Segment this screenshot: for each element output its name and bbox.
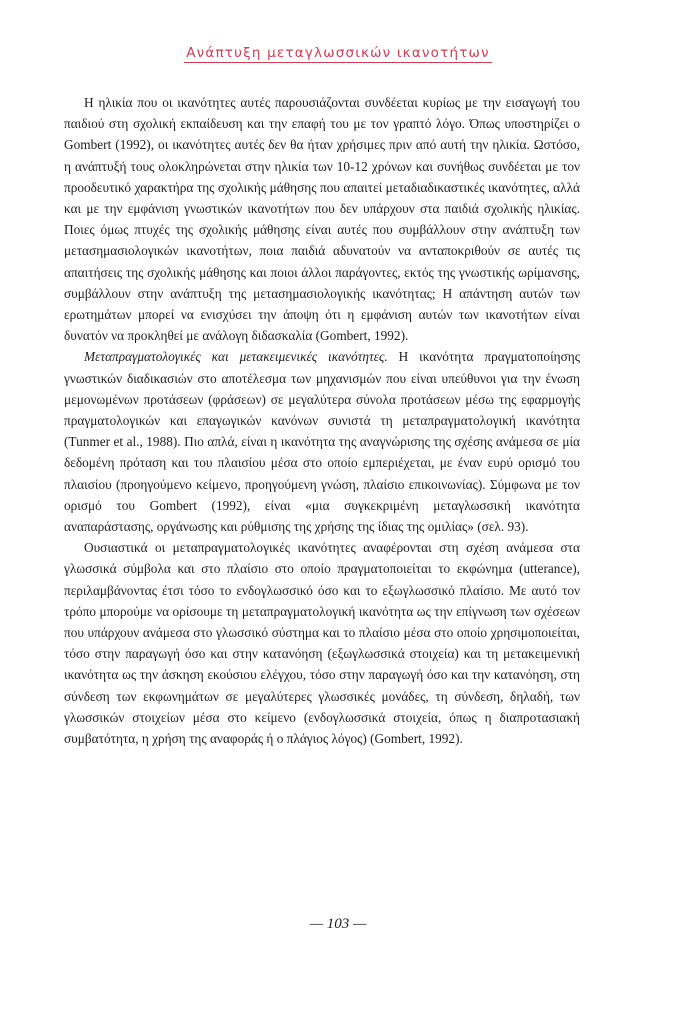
body-text <box>64 92 580 749</box>
running-title: Ανάπτυξη μεταγλωσσικών ικανοτήτων <box>186 45 490 61</box>
paragraph-3 <box>64 537 580 749</box>
paragraph-2-text: Η ικανότητα πραγματοποίησης γνωστικών διαδικασιών στο αποτέλεσμα των μηχανισμών που είναι υπεύθυνοι για την ένωση μεμονωμένων προτάσεων (φράσεων) σε μεγαλύτερα σύνολα προτάσεων μέσω της εφαρμογής πραγματολογικών και επαγωγικών κανόνων συνιστά τη μεταπραγματολογική ικανότητα (Tunmer et al., 1988). Πιο απλά, είναι η ικανότητα της αναγνώρισης της σχέσης ανάμεσα σε μία δεδομένη πρόταση και του πλαισίου μέσα στο οποίο εμπεριέχεται, με έναν ευρύ ορισμό του πλαισίου (προηγούμενο κείμενο, προηγούμενη γνώση, πλαίσιο επικοινωνίας). Σύμφωνα με τον ορισμό του Gombert (1992), είναι «μια συγκεκριμένη μεταγλωσσική ικανότητα αναπαράστασης, οργάνωσης και ρύθμισης της χρήσης της ίδιας της ομιλίας» (σελ. 93). <box>64 349 580 535</box>
paragraph-2 <box>64 346 580 537</box>
paragraph-2-lead: Μεταπραγματολογικές και μετακειμενικές ικανότητες. <box>84 349 388 365</box>
paragraph-1-text: Η ηλικία που οι ικανότητες αυτές παρουσιάζονται συνδέεται κυρίως με την εισαγωγή του παιδιού στη σχολική εκπαίδευση και την επαφή του με τον γραπτό λόγο. Όπως υποστηρίζει ο Gombert (1992), οι ικανότητες αυτές δεν θα ήταν χρήσιμες πριν από αυτή την ηλικία. Ωστόσο, η ανάπτυξή τους ολοκληρώνεται στην ηλικία των 10-12 χρόνων και συνήθως συνδέεται με τον προοδευτικό χαρακτήρα της σχολικής μάθησης που απαιτεί μεταδιαδικαστικές ικανότητες, αλλά και με την εμφάνιση γνωστικών ικανοτήτων που δεν υπάρχουν στα παιδιά σχολικής ηλικίας. Ποιες όμως πτυχές της σχολικής μάθησης είναι αυτές που συμβάλλουν στην ανάπτυξη των μετασημασιολογικών ικανοτήτων, ποια παιδιά αδυνατούν να ανταποκριθούν σε αυτές τις απαιτήσεις της σχολικής μάθησης και ποιοι άλλοι παράγοντες, εκτός της γνωστικής ωρίμανσης, συμβάλλουν στην ανάπτυξη της μετασημασιολογικής ικανότητας; Η απάντηση αυτών των ερωτημάτων μπορεί να ενισχύσει την άποψη ότι η εμφάνιση αυτών των ικανοτήτων είναι δυνατόν να προκληθεί με ανάλογη διδασκαλία (Gombert, 1992). <box>64 95 580 344</box>
paragraph-3-text: Ουσιαστικά οι μεταπραγματολογικές ικανότητες αναφέρονται στη σχέση ανάμεσα στα γλωσσικά σύμβολα και στο πλαίσιο στο οποίο πραγματοποιείται το εκφώνημα (utterance), περιλαμβάνοντας έτσι τόσο το ενδογλωσσικό όσο και το εξωγλωσσικό πλαίσιο. Με αυτό τον τρόπο μπορούμε να ορίσουμε τη μεταπραγματολογική ικανότητα ως την επίγνωση των σχέσεων που υπάρχουν ανάμεσα στο γλωσσικό σύστημα και το πλαίσιο μέσα στο οποίο χρησιμοποιείται, τόσο στην παραγωγή όσο και στην κατανόηση (εξωγλωσσικά στοιχεία) και τη μετακειμενική ικανότητα ως την άσκηση εκούσιου ελέγχου, τόσο στην παραγωγή όσο και την κατανόηση, στη σύνδεση των εκφωνημάτων σε μεγαλύτερες γλωσσικές μονάδες, τη σύνδεση, δηλαδή, των γλωσσικών στοιχείων μέσα στο κείμενο (ενδογλωσσικά στοιχεία, όπως η διαπροτασιακή συμβατότητα, η χρήση της αναφοράς ή ο πλάγιος λόγος) (Gombert, 1992). <box>64 540 580 747</box>
running-header <box>0 45 676 63</box>
page-number: — 103 — <box>309 916 367 932</box>
paragraph-1 <box>64 92 580 346</box>
